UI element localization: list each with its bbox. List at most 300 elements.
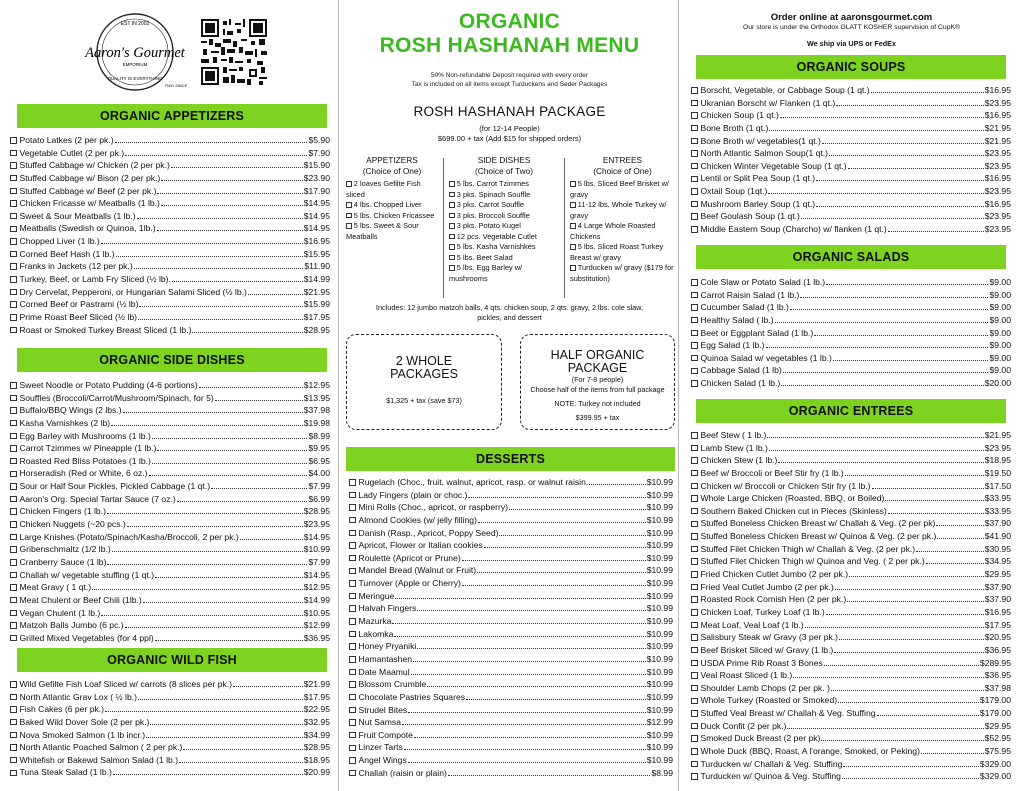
entrees-item[interactable] [691, 619, 1011, 632]
checkbox[interactable] [10, 327, 17, 334]
checkbox[interactable] [691, 176, 698, 183]
soups-item[interactable] [691, 97, 1011, 110]
appetizers-item[interactable] [10, 311, 330, 324]
checkbox[interactable] [691, 723, 698, 730]
appetizers-item[interactable] [10, 172, 330, 185]
checkbox[interactable] [10, 289, 17, 296]
sides-item[interactable] [10, 442, 330, 455]
desserts-item[interactable] [349, 564, 673, 577]
desserts-item[interactable] [349, 615, 673, 628]
package-sides-option[interactable] [448, 200, 560, 211]
entrees-item[interactable] [691, 770, 1011, 783]
appetizers-item[interactable] [10, 248, 330, 261]
checkbox[interactable] [691, 368, 698, 375]
checkbox[interactable] [10, 471, 17, 478]
checkbox[interactable] [691, 761, 698, 768]
entrees-item[interactable] [691, 568, 1011, 581]
sides-item[interactable] [10, 379, 330, 392]
checkbox[interactable] [449, 181, 455, 187]
checkbox[interactable] [349, 568, 356, 575]
checkbox[interactable] [691, 634, 698, 641]
entrees-item[interactable] [691, 669, 1011, 682]
checkbox[interactable] [449, 202, 455, 208]
sides-item[interactable] [10, 430, 330, 443]
fish-item[interactable] [10, 716, 330, 729]
salads-item[interactable] [691, 314, 1011, 327]
desserts-item[interactable] [349, 741, 673, 754]
desserts-item[interactable] [349, 539, 673, 552]
checkbox[interactable] [691, 647, 698, 654]
package-entrees-option[interactable] [569, 221, 676, 242]
checkbox[interactable] [349, 757, 356, 764]
sides-item[interactable] [10, 392, 330, 405]
checkbox[interactable] [10, 420, 17, 427]
checkbox[interactable] [691, 622, 698, 629]
entrees-item[interactable] [691, 758, 1011, 771]
appetizers-item[interactable] [10, 134, 330, 147]
desserts-item[interactable] [349, 527, 673, 540]
package-entrees-option[interactable] [569, 242, 676, 263]
entrees-item[interactable] [691, 454, 1011, 467]
sides-item[interactable] [10, 556, 330, 569]
salads-item[interactable] [691, 352, 1011, 365]
checkbox[interactable] [10, 744, 17, 751]
fish-item[interactable] [10, 678, 330, 691]
desserts-item[interactable] [349, 754, 673, 767]
checkbox[interactable] [691, 470, 698, 477]
checkbox[interactable] [349, 694, 356, 701]
checkbox[interactable] [10, 546, 17, 553]
desserts-item[interactable] [349, 704, 673, 717]
item-name: Stuffed Boneless Chicken Breast w/ Quinoa & Veg. (2 per pk.) [700, 531, 937, 542]
checkbox[interactable] [449, 255, 455, 261]
checkbox[interactable] [570, 181, 576, 187]
sides-item[interactable] [10, 505, 330, 518]
sides-item[interactable] [10, 543, 330, 556]
checkbox[interactable] [10, 694, 17, 701]
salads-item[interactable] [691, 289, 1011, 302]
appetizers-item[interactable] [10, 298, 330, 311]
checkbox[interactable] [349, 580, 356, 587]
checkbox[interactable] [691, 584, 698, 591]
checkbox[interactable] [691, 609, 698, 616]
checkbox[interactable] [349, 605, 356, 612]
checkbox[interactable] [346, 181, 352, 187]
entrees-item[interactable] [691, 467, 1011, 480]
checkbox[interactable] [691, 100, 698, 107]
checkbox[interactable] [10, 610, 17, 617]
entrees-item[interactable] [691, 606, 1011, 619]
entrees-item[interactable] [691, 429, 1011, 442]
soups-item[interactable] [691, 122, 1011, 135]
checkbox[interactable] [449, 223, 455, 229]
checkbox[interactable] [349, 555, 356, 562]
checkbox[interactable] [691, 660, 698, 667]
sides-item[interactable] [10, 594, 330, 607]
checkbox[interactable] [691, 188, 698, 195]
entrees-item[interactable] [691, 720, 1011, 733]
checkbox[interactable] [449, 213, 455, 219]
checkbox[interactable] [349, 719, 356, 726]
dot-leader [411, 667, 646, 675]
checkbox[interactable] [570, 244, 576, 250]
checkbox[interactable] [10, 276, 17, 283]
checkbox[interactable] [349, 517, 356, 524]
fish-item[interactable] [10, 766, 330, 779]
salads-item[interactable] [691, 377, 1011, 390]
soups-item[interactable] [691, 185, 1011, 198]
desserts-item[interactable] [349, 640, 673, 653]
desserts-item[interactable] [349, 501, 673, 514]
salads-item[interactable] [691, 276, 1011, 289]
checkbox[interactable] [10, 213, 17, 220]
checkbox[interactable] [10, 508, 17, 515]
checkbox[interactable] [691, 571, 698, 578]
dot-leader [215, 393, 303, 401]
checkbox[interactable] [691, 508, 698, 515]
salads-item[interactable] [691, 301, 1011, 314]
checkbox[interactable] [349, 618, 356, 625]
checkbox[interactable] [349, 732, 356, 739]
checkbox[interactable] [10, 301, 17, 308]
qr-code[interactable] [201, 19, 267, 85]
item-name: Cole Slaw or Potato Salad (1 lb.) [700, 277, 826, 287]
checkbox[interactable] [691, 138, 698, 145]
checkbox[interactable] [691, 457, 698, 464]
item-price: $9.00 [989, 302, 1011, 313]
desserts-item[interactable] [349, 489, 673, 502]
order-online-text[interactable]: Order online at aaronsgourmet.com [770, 12, 933, 23]
entrees-item[interactable] [691, 657, 1011, 670]
entrees-item[interactable] [691, 682, 1011, 695]
item-name: Horseradish (Red or White, 6 oz.) [19, 468, 148, 479]
package-appetizers-option[interactable] [345, 200, 439, 211]
desserts-item[interactable] [349, 602, 673, 615]
sides-item[interactable] [10, 455, 330, 468]
sides-item[interactable] [10, 581, 330, 594]
checkbox[interactable] [349, 656, 356, 663]
package-sides-option[interactable] [448, 242, 560, 253]
checkbox[interactable] [691, 596, 698, 603]
checkbox[interactable] [691, 355, 698, 362]
checkbox[interactable] [10, 188, 17, 195]
entrees-item[interactable] [691, 505, 1011, 518]
checkbox[interactable] [10, 137, 17, 144]
appetizers-item[interactable] [10, 273, 330, 286]
sides-item[interactable] [10, 417, 330, 430]
checkbox[interactable] [570, 223, 576, 229]
checkbox[interactable] [10, 719, 17, 726]
entrees-item[interactable] [691, 555, 1011, 568]
checkbox[interactable] [449, 234, 455, 240]
fish-item[interactable] [10, 741, 330, 754]
entrees-item[interactable] [691, 732, 1011, 745]
appetizers-item[interactable] [10, 235, 330, 248]
appetizers-item[interactable] [10, 324, 330, 337]
entrees-item[interactable] [691, 442, 1011, 455]
sides-item[interactable] [10, 607, 330, 620]
sides-item[interactable] [10, 531, 330, 544]
checkbox[interactable] [691, 432, 698, 439]
whole-packages-title2: PACKAGES [390, 367, 458, 381]
checkbox[interactable] [10, 238, 17, 245]
checkbox[interactable] [570, 202, 576, 208]
checkbox[interactable] [349, 669, 356, 676]
checkbox[interactable] [349, 492, 356, 499]
checkbox[interactable] [691, 150, 698, 157]
entrees-item[interactable] [691, 517, 1011, 530]
checkbox[interactable] [10, 635, 17, 642]
checkbox[interactable] [691, 112, 698, 119]
entrees-item[interactable] [691, 492, 1011, 505]
fish-item[interactable] [10, 703, 330, 716]
checkbox[interactable] [691, 380, 698, 387]
desserts-item[interactable] [349, 577, 673, 590]
item-name: Whitefish or Bakewd Salmon Salad (1 lb.) [19, 754, 179, 765]
checkbox[interactable] [691, 279, 698, 286]
checkbox[interactable] [691, 125, 698, 132]
appetizers-item[interactable] [10, 222, 330, 235]
checkbox[interactable] [349, 530, 356, 537]
checkbox[interactable] [691, 445, 698, 452]
checkbox[interactable] [449, 244, 455, 250]
checkbox[interactable] [691, 292, 698, 299]
package-appetizers-option[interactable] [345, 179, 439, 200]
checkbox[interactable] [10, 162, 17, 169]
checkbox[interactable] [691, 521, 698, 528]
desserts-item[interactable] [349, 476, 673, 489]
soups-item[interactable] [691, 109, 1011, 122]
package-appetizers-option[interactable] [345, 211, 439, 222]
checkbox[interactable] [10, 584, 17, 591]
checkbox[interactable] [346, 213, 352, 219]
soups-item[interactable] [691, 160, 1011, 173]
checkbox[interactable] [349, 479, 356, 486]
dot-leader [155, 633, 303, 641]
appetizers-item[interactable] [10, 185, 330, 198]
checkbox[interactable] [10, 496, 17, 503]
desserts-item[interactable] [349, 628, 673, 641]
checkbox[interactable] [691, 163, 698, 170]
entrees-item[interactable] [691, 631, 1011, 644]
desserts-item[interactable] [349, 767, 673, 780]
checkbox[interactable] [691, 342, 698, 349]
checkbox[interactable] [349, 681, 356, 688]
checkbox[interactable] [10, 681, 17, 688]
checkbox[interactable] [10, 622, 17, 629]
checkbox[interactable] [691, 330, 698, 337]
desserts-item[interactable] [349, 590, 673, 603]
dot-leader [233, 679, 303, 687]
checkbox[interactable] [10, 445, 17, 452]
checkbox[interactable] [10, 251, 17, 258]
item-name: Roulette (Apricot or Prune) [358, 552, 461, 563]
desserts-item[interactable] [349, 552, 673, 565]
checkbox[interactable] [691, 710, 698, 717]
checkbox[interactable] [691, 672, 698, 679]
item-price: $10.99 [646, 755, 673, 766]
package-sides-option[interactable] [448, 190, 560, 201]
entrees-item[interactable] [691, 543, 1011, 556]
salads-item[interactable] [691, 327, 1011, 340]
checkbox[interactable] [691, 201, 698, 208]
soups-item[interactable] [691, 223, 1011, 236]
soups-item[interactable] [691, 198, 1011, 211]
checkbox[interactable] [10, 263, 17, 270]
checkbox[interactable] [691, 226, 698, 233]
entrees-item[interactable] [691, 745, 1011, 758]
package-sides-option[interactable] [448, 221, 560, 232]
appetizers-item[interactable] [10, 197, 330, 210]
checkbox[interactable] [10, 572, 17, 579]
checkbox[interactable] [10, 534, 17, 541]
checkbox[interactable] [346, 223, 352, 229]
package-entrees-option[interactable] [569, 200, 676, 221]
appetizers-item[interactable] [10, 159, 330, 172]
checkbox[interactable] [691, 558, 698, 565]
checkbox[interactable] [349, 707, 356, 714]
entrees-item[interactable] [691, 644, 1011, 657]
checkbox[interactable] [691, 698, 698, 705]
soups-item[interactable] [691, 84, 1011, 97]
fish-item[interactable] [10, 691, 330, 704]
checkbox[interactable] [349, 770, 356, 777]
checkbox[interactable] [10, 226, 17, 233]
checkbox[interactable] [691, 483, 698, 490]
entrees-item[interactable] [691, 694, 1011, 707]
checkbox[interactable] [10, 314, 17, 321]
desserts-item[interactable] [349, 678, 673, 691]
checkbox[interactable] [10, 483, 17, 490]
package-sides-option[interactable] [448, 211, 560, 222]
checkbox[interactable] [10, 559, 17, 566]
package-sides-option[interactable] [448, 263, 560, 284]
desserts-item[interactable] [349, 666, 673, 679]
desserts-item[interactable] [349, 653, 673, 666]
entrees-item[interactable] [691, 480, 1011, 493]
appetizers-item[interactable] [10, 147, 330, 160]
item-price: $18.95 [303, 754, 330, 765]
checkbox[interactable] [691, 533, 698, 540]
appetizers-item[interactable] [10, 210, 330, 223]
checkbox[interactable] [10, 395, 17, 402]
salads-item[interactable] [691, 364, 1011, 377]
checkbox[interactable] [691, 495, 698, 502]
checkbox[interactable] [349, 593, 356, 600]
dot-leader [781, 378, 983, 386]
side-dishes-list [10, 379, 330, 644]
package-entrees-option[interactable] [569, 263, 676, 284]
checkbox[interactable] [449, 192, 455, 198]
desserts-item[interactable] [349, 514, 673, 527]
entrees-item[interactable] [691, 530, 1011, 543]
checkbox[interactable] [691, 87, 698, 94]
sides-item[interactable] [10, 518, 330, 531]
item-name: Beet or Eggplant Salad (1 lb.) [700, 327, 814, 338]
soups-item[interactable] [691, 147, 1011, 160]
package-sides-option[interactable] [448, 253, 560, 264]
sides-item[interactable] [10, 480, 330, 493]
sides-item[interactable] [10, 467, 330, 480]
checkbox[interactable] [346, 202, 352, 208]
item-name: Danish (Rasp., Apricot, Poppy Seed) [358, 527, 499, 538]
checkbox[interactable] [691, 773, 698, 780]
dot-leader [824, 658, 979, 666]
checkbox[interactable] [349, 745, 356, 752]
checkbox[interactable] [10, 706, 17, 713]
checkbox[interactable] [691, 546, 698, 553]
checkbox[interactable] [10, 382, 17, 389]
item-name: Egg Barley with Mushrooms (1 lb.) [19, 430, 151, 441]
dot-leader [107, 557, 307, 565]
sides-item[interactable] [10, 493, 330, 506]
entrees-item[interactable] [691, 707, 1011, 720]
sides-item[interactable] [10, 632, 330, 645]
checkbox[interactable] [10, 732, 17, 739]
package-appetizers-choice: (Choice of One) [362, 165, 422, 176]
checkbox[interactable] [10, 521, 17, 528]
entrees-item[interactable] [691, 581, 1011, 594]
desserts-item[interactable] [349, 691, 673, 704]
checkbox[interactable] [349, 542, 356, 549]
package-sides-option[interactable] [448, 232, 560, 243]
dot-leader [778, 455, 983, 463]
checkbox[interactable] [349, 504, 356, 511]
salads-item[interactable] [691, 339, 1011, 352]
appetizers-item[interactable] [10, 260, 330, 273]
entrees-item[interactable] [691, 593, 1011, 606]
sides-item[interactable] [10, 569, 330, 582]
checkbox[interactable] [10, 150, 17, 157]
soups-item[interactable] [691, 210, 1011, 223]
checkbox[interactable] [691, 304, 698, 311]
checkbox[interactable] [570, 265, 576, 271]
fish-item[interactable] [10, 754, 330, 767]
checkbox[interactable] [10, 407, 17, 414]
package-sides-option[interactable] [448, 179, 560, 190]
item-name: Stuffed Veal Breast w/ Challah & Veg. Stuffing [700, 708, 876, 719]
checkbox[interactable] [10, 200, 17, 207]
item-name: Souffles (Broccoli/Carrot/Mushroom/Spinach, for 5) [19, 392, 214, 403]
package-appetizers-option[interactable] [345, 221, 439, 242]
soups-item[interactable] [691, 135, 1011, 148]
dot-leader [152, 431, 308, 439]
checkbox[interactable] [10, 458, 17, 465]
checkbox[interactable] [449, 265, 455, 271]
checkbox[interactable] [349, 643, 356, 650]
checkbox[interactable] [10, 757, 17, 764]
checkbox[interactable] [691, 317, 698, 324]
sides-item[interactable] [10, 404, 330, 417]
checkbox[interactable] [691, 685, 698, 692]
package-entrees-option[interactable] [569, 179, 676, 200]
desserts-item[interactable] [349, 729, 673, 742]
checkbox[interactable] [691, 213, 698, 220]
checkbox[interactable] [10, 433, 17, 440]
soups-item[interactable] [691, 172, 1011, 185]
sides-item[interactable] [10, 619, 330, 632]
checkbox[interactable] [349, 631, 356, 638]
desserts-item[interactable] [349, 716, 673, 729]
checkbox[interactable] [10, 175, 17, 182]
checkbox[interactable] [10, 770, 17, 777]
fish-item[interactable] [10, 729, 330, 742]
dot-leader [842, 771, 979, 779]
checkbox[interactable] [691, 735, 698, 742]
checkbox[interactable] [10, 597, 17, 604]
appetizers-item[interactable] [10, 286, 330, 299]
checkbox[interactable] [691, 748, 698, 755]
